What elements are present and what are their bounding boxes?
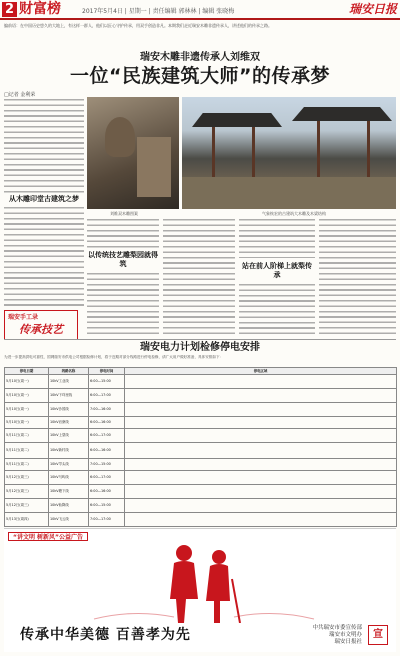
table-cell-time: 7:00—16:00 (89, 403, 125, 417)
elderly-couple-illustration (74, 539, 324, 623)
table-cell-area (125, 513, 397, 527)
article-subhead: 以传统技艺雕梨园就得筑 (88, 251, 158, 268)
table-cell-line: 10kV塘下线 (49, 485, 89, 499)
table-cell-area (125, 459, 397, 471)
table-cell-line: 10kV上望线 (49, 429, 89, 443)
woodcarving-photo (87, 97, 179, 209)
table-cell-area (125, 417, 397, 429)
ad-seal: 宣 (368, 625, 388, 645)
table-cell-area (125, 443, 397, 459)
sponsor-line: 瑞安日报社 (334, 639, 362, 645)
article-kicker: 瑞安木雕非遗传承人刘维双 (140, 52, 260, 63)
table-cell-date: 5月12日(周三) (5, 471, 49, 485)
table-cell-time: 6:00—16:00 (89, 485, 125, 499)
table-cell-time: 7:00—17:00 (89, 513, 125, 527)
table-cell-line: 10kV沙园线 (49, 403, 89, 417)
table-cell-area (125, 471, 397, 485)
column-header: 停电时间 (89, 368, 125, 375)
table-cell-line: 10kV工业线 (49, 375, 89, 389)
table-cell-line: 10kV岑头线 (49, 459, 89, 471)
table-cell-date: 5月10日(周一) (5, 403, 49, 417)
table-cell-line: 10kV岩寮线 (49, 417, 89, 429)
ad-sponsor (312, 625, 362, 646)
table-cell-line: 10kV下垟里线 (49, 389, 89, 403)
table-cell-date: 5月10日(周一) (5, 417, 49, 429)
ad-tag: “讲文明 树新风”公益广告 (8, 532, 88, 541)
page-header (0, 0, 400, 20)
table-cell-line: 10kV马屿线 (49, 471, 89, 485)
article-text-block (163, 218, 235, 336)
article-byline: □记者 金利荣 (4, 92, 36, 98)
table-cell-time: 6:00—16:00 (89, 417, 125, 429)
table-header-row (5, 368, 397, 375)
table-row (5, 429, 397, 443)
table-cell-area (125, 403, 397, 417)
editor-note: 编前语：在中国历史悠久的大地上，有这样一群人，他们以匠心守护传承，用双手创造非凡。本期我们走近瑞安木雕非遗传承人，讲述他们的传承之路。 (4, 23, 272, 28)
column-logo (4, 310, 78, 340)
table-cell-date: 5月11日(周二) (5, 443, 49, 459)
outage-table-title: 瑞安电力计划检修停电安排 (140, 342, 260, 353)
table-cell-area (125, 485, 397, 499)
table-row (5, 375, 397, 389)
public-service-ad (4, 528, 396, 652)
table-row (5, 389, 397, 403)
table-row (5, 459, 397, 471)
table-cell-date: 5月12日(周三) (5, 499, 49, 513)
table-row (5, 417, 397, 429)
table-cell-date: 5月11日(周二) (5, 459, 49, 471)
article-subhead: 从木雕印堂古建筑之梦 (9, 195, 79, 203)
table-cell-line: 10kV飞云线 (49, 513, 89, 527)
section-divider (4, 339, 396, 340)
article-text-block (4, 98, 84, 193)
column-name: 传承技艺 (19, 323, 63, 336)
table-cell-time: 6:00—15:00 (89, 499, 125, 513)
table-cell-time: 6:00—16:00 (89, 443, 125, 459)
table-cell-time: 6:00—17:00 (89, 471, 125, 485)
sponsor-line: 中共瑞安市委宣传部 (312, 625, 362, 631)
table-row (5, 443, 397, 459)
section-title: 财富榜 (19, 1, 61, 17)
page-number: 2 (2, 2, 17, 17)
column-header: 线路名称 (49, 368, 89, 375)
outage-table (4, 367, 397, 527)
table-cell-area (125, 389, 397, 403)
table-cell-area (125, 429, 397, 443)
photo-caption: 刘维双木雕图案 (110, 211, 138, 216)
table-row (5, 471, 397, 485)
article-text-block (87, 272, 159, 336)
table-row (5, 499, 397, 513)
article-text-block (319, 218, 396, 336)
table-cell-time: 6:00—17:00 (89, 389, 125, 403)
column-header: 停电日期 (5, 368, 49, 375)
article-subhead: 站在前人阶梯上就梨传承 (242, 262, 312, 279)
table-cell-date: 5月10日(周一) (5, 375, 49, 389)
table-cell-area (125, 375, 397, 389)
article-text-block (239, 218, 315, 258)
photo-caption: 气象恢宏的古建筑大木雕及木梁结构 (262, 211, 326, 216)
table-cell-time: 6:00—17:00 (89, 429, 125, 443)
column-label: 瑞安手工录 (8, 314, 39, 321)
table-cell-date: 5月11日(周二) (5, 429, 49, 443)
table-cell-time: 6:00—15:00 (89, 375, 125, 389)
table-cell-area (125, 499, 397, 513)
table-cell-date: 5月13日(周四) (5, 513, 49, 527)
table-cell-time: 7:00—15:00 (89, 459, 125, 471)
outage-intro: 为进一步提高供电可靠性，国网瑞安市供电公司根据检修计划，将于近期对部分线路进行停电检修，请广大用户做好准备，具体安排如下： (4, 355, 224, 359)
table-cell-line: 10kV新村线 (49, 443, 89, 459)
table-row (5, 513, 397, 527)
article-text-block (239, 283, 315, 336)
article-text-block (4, 206, 84, 306)
article-text-block (87, 218, 159, 248)
column-header: 停电区域 (125, 368, 397, 375)
sponsor-line: 瑞安市文明办 (328, 632, 362, 638)
ancient-building-photo (182, 97, 396, 209)
article-headline: 一位“民族建筑大师”的传承梦 (70, 65, 330, 87)
newspaper-logo: 瑞安日报 (348, 2, 397, 16)
table-cell-date: 5月12日(周三) (5, 485, 49, 499)
issue-meta: 2017年5月4日 | 星期一 | 责任编辑 郭林林 | 编辑 张晓梅 (82, 8, 235, 15)
ad-slogan: 传承中华美德 百善孝为先 (20, 627, 191, 643)
table-row (5, 485, 397, 499)
table-cell-line: 10kV仙降线 (49, 499, 89, 513)
table-cell-date: 5月10日(周一) (5, 389, 49, 403)
table-row (5, 403, 397, 417)
